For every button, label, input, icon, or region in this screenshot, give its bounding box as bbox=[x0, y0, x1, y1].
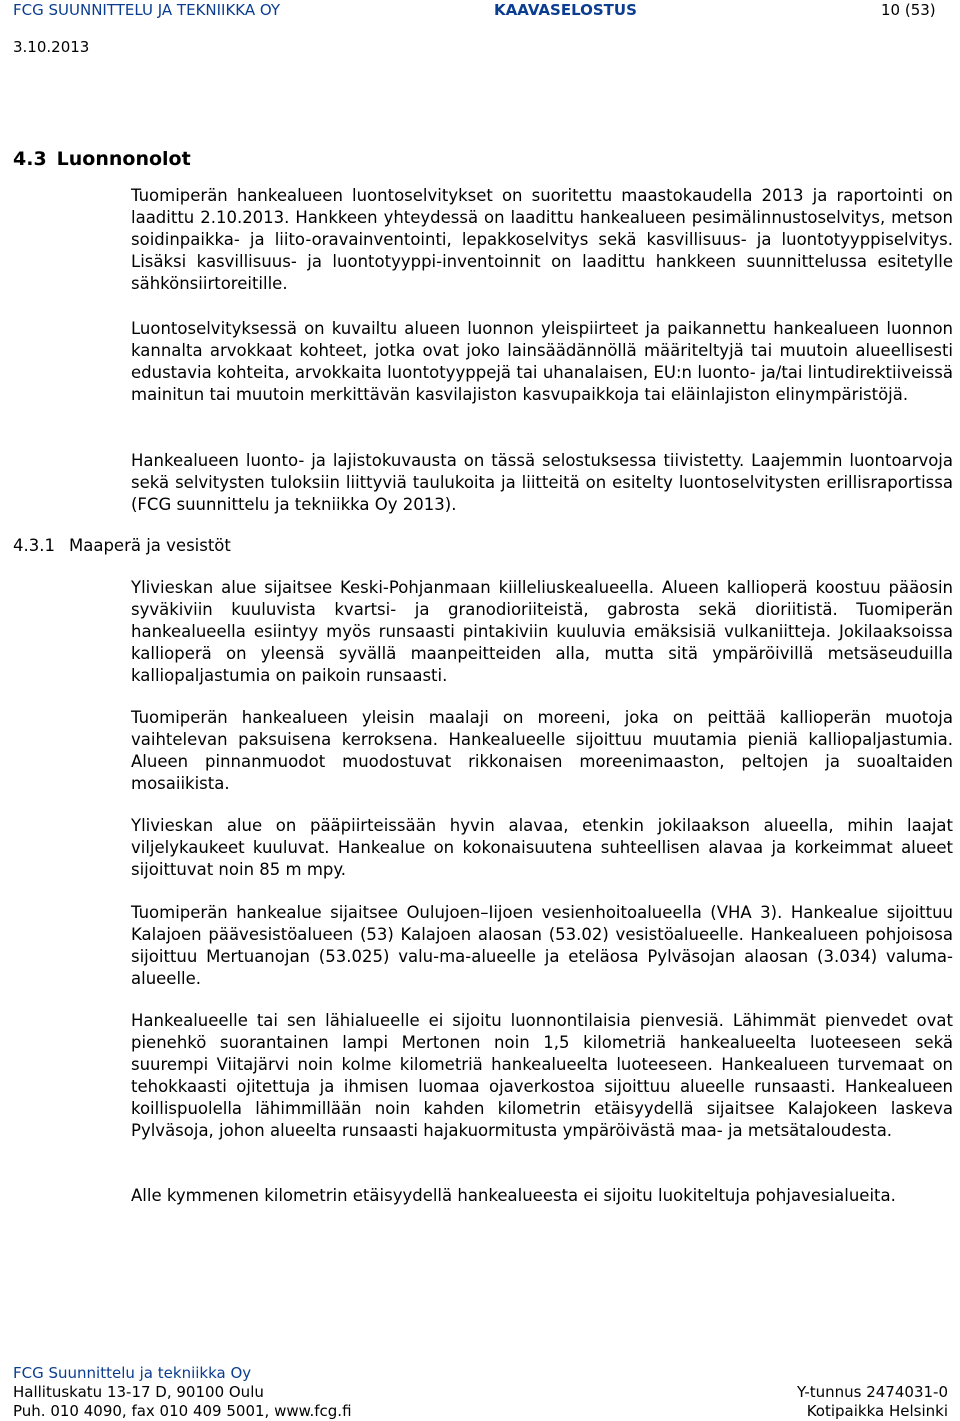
paragraph-2 bbox=[131, 318, 953, 406]
paragraph-6 bbox=[131, 815, 953, 881]
paragraph-text: Tuomiperän hankealueen yleisin maalaji on moreeni, joka on peittää kallioperän muotoja vaihtelevan paksuisena kerroksena. Hankealueelle sijoittuu muutamia pieniä kalliopaljastumia. Alueen pinnanmuodot muodostuvat rikkonaisen moreenimaaston, peltojen ja suoaltaiden mosaiikista. bbox=[131, 708, 953, 793]
footer-domicile: Kotipaikka Helsinki bbox=[806, 1402, 948, 1420]
paragraph-text: Luontoselvityksessä on kuvailtu alueen luonnon yleispiirteet ja paikannettu hankealueen luonnon kannalta arvokkaat kohteet, jotka ovat joko lainsäädännöllä määriteltyjä tai muutoin alueellisesti edustavia kohteita, arvokkaita luontotyyppejä tai uhanalaisen, EU:n luonto- ja/tai lintudirektiiveissä mainitun tai muutoin merkittävän kasvilajiston kasvupaikkoja tai eläinlajiston elinympäristöjä. bbox=[131, 319, 953, 404]
paragraph-text: Alle kymmenen kilometrin etäisyydellä hankealueesta ei sijoitu luokiteltuja pohjavesialueita. bbox=[131, 1186, 896, 1205]
paragraph-text: Hankealueen luonto- ja lajistokuvausta on tässä selostuksessa tiivistetty. Laajemmin luontoarvoja sekä selvitysten tuloksiin liittyviä taulukoita ja liitteitä on esitelty luontoselvitysten erillisraportissa (FCG suunnittelu ja tekniikka Oy 2013). bbox=[131, 451, 953, 514]
paragraph-9 bbox=[131, 1185, 953, 1207]
section-heading bbox=[13, 147, 191, 171]
paragraph-1 bbox=[131, 185, 953, 295]
subsection-title: Maaperä ja vesistöt bbox=[68, 536, 231, 555]
header-document-type: KAAVASELOSTUS bbox=[494, 1, 637, 19]
page-footer bbox=[0, 1362, 960, 1421]
paragraph-4 bbox=[131, 577, 953, 687]
section-title: Luonnonolot bbox=[56, 148, 191, 170]
subsection-number: 4.3.1 bbox=[13, 536, 55, 555]
paragraph-7 bbox=[131, 902, 953, 990]
header-company: FCG SUUNNITTELU JA TEKNIIKKA OY bbox=[13, 1, 281, 19]
paragraph-3 bbox=[131, 450, 953, 516]
footer-company: FCG Suunnittelu ja tekniikka Oy bbox=[13, 1364, 252, 1382]
paragraph-text: Tuomiperän hankealue sijaitsee Oulujoen–Iijoen vesienhoitoalueella (VHA 3). Hankealue sijoittuu Kalajoen päävesistöalueen (53) Kalajoen alaosan (53.02) vesistöalueelle. Hankealueen pohjoisosa sijoittuu Mertuanojan (53.025) valu-ma-alueelle ja eteläosa Pylväsojan alaosan (3.034) valuma-alueelle. bbox=[131, 903, 953, 988]
paragraph-8 bbox=[131, 1010, 953, 1142]
footer-address: Hallituskatu 13-17 D, 90100 Oulu bbox=[13, 1383, 264, 1401]
paragraph-text: Ylivieskan alue sijaitsee Keski-Pohjanmaan kiilleliuskealueella. Alueen kallioperä koostuu pääosin syväkiviin kuuluvista kvartsi- ja granodioriiteistä, gabrosta sekä dioriitistä. Tuomiperän hankealueella esiintyy myös runsaasti pintakiviin kuuluvia emäksisiä vulkaniitteja. Jokilaaksoissa kallioperä on yleensä syvällä maanpeitteiden alla, mutta sitä ympäröivillä metsäseuduilla kalliopaljastumia on paikoin runsaasti. bbox=[131, 578, 953, 685]
page-header bbox=[0, 0, 960, 60]
header-page-number: 10 (53) bbox=[881, 1, 936, 19]
header-date: 3.10.2013 bbox=[13, 38, 90, 56]
paragraph-text: Tuomiperän hankealueen luontoselvitykset on suoritettu maastokaudella 2013 ja raportointi on laadittu 2.10.2013. Hankkeen yhteydessä on laadittu hankealueen pesimälinnustoselvitys, metson soidinpaikka- ja liito-oravainventointi, lepakkoselvitys sekä kasvillisuus- ja luontotyyppiselvitys. Lisäksi kasvillisuus- ja luontotyyppi-inventoinnit on laadittu hankkeen suunnittelussa esitetylle sähkönsiirtoreitille. bbox=[131, 186, 953, 293]
paragraph-text: Ylivieskan alue on pääpiirteissään hyvin alavaa, etenkin jokilaakson alueella, mihin laajat viljelykaukeet kuuluvat. Hankealue on kokonaisuutena suhteellisen alavaa ja korkeimmat alueet sijoittuvat noin 85 m mpy. bbox=[131, 816, 953, 879]
section-number: 4.3 bbox=[13, 148, 47, 170]
paragraph-text: Hankealueelle tai sen lähialueelle ei sijoitu luonnontilaisia pienvesiä. Lähimmät pienvedet ovat pienehkö suorantainen lampi Mertonen noin 1,5 kilometriä hankealueelta luoteeseen sekä suurempi Viitajärvi noin kolme kilometriä hankealueelta luoteeseen. Hankealueen turvemaat on tehokkaasti ojitettuja ja ihmisen luomaa ojaverkostoa sijoittuu alueelle runsaasti. Hankealueen koillispuolella lähimmillään noin kahden kilometrin etäisyydellä sijaitsee Kalajokeen laskeva Pylväsoja, johon alueelta runsaasti hajakuormitusta ympäröivästä maa- ja metsätaloudesta. bbox=[131, 1011, 953, 1140]
footer-business-id: Y-tunnus 2474031-0 bbox=[796, 1383, 948, 1401]
paragraph-5 bbox=[131, 707, 953, 795]
footer-contact: Puh. 010 4090, fax 010 409 5001, www.fcg.fi bbox=[13, 1402, 352, 1420]
subsection-heading bbox=[13, 535, 231, 557]
